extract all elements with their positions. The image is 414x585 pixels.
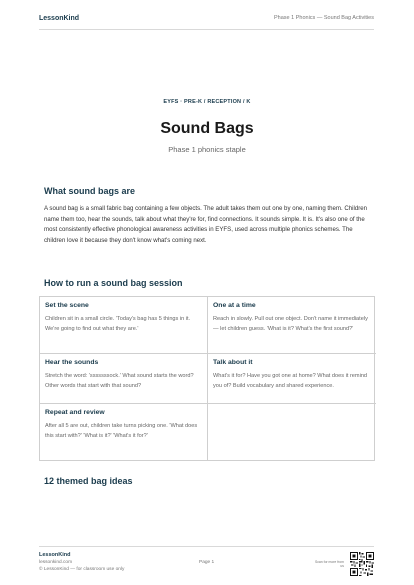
step-card xyxy=(40,354,208,404)
qr-code-icon[interactable] xyxy=(350,552,374,576)
footer-brand: LessonKind xyxy=(39,552,71,558)
empty-step-card xyxy=(208,404,376,460)
page-footer xyxy=(39,546,374,576)
step-body: Children sit in a small circle. 'Today's bag has 5 things in it. We're going to find out what they are.' xyxy=(45,316,191,332)
step-title: Hear the sounds xyxy=(45,359,99,366)
document-topic: Phase 1 Phonics — Sound Bag Activities xyxy=(274,15,374,21)
step-card xyxy=(208,297,376,354)
section-heading-what: What sound bags are xyxy=(44,186,136,196)
step-body: What's it for? Have you got one at home? What does it remind you of? Build vocabulary and shared experience. xyxy=(213,373,368,389)
qr-caption: Scan for more from us xyxy=(314,560,344,568)
steps-grid xyxy=(39,296,375,461)
age-range-label: EYFS · PRE-K / RECEPTION / K xyxy=(163,99,251,105)
step-title: One at a time xyxy=(213,302,256,309)
brand-name: LessonKind xyxy=(39,15,80,22)
page-subtitle: Phase 1 phonics staple xyxy=(168,145,246,154)
footer-copyright: © LessonKind — for classroom use only xyxy=(39,567,125,572)
step-title: Set the scene xyxy=(45,302,89,309)
page-header xyxy=(39,12,374,30)
step-card xyxy=(40,404,208,460)
section-body-what: A sound bag is a small fabric bag containing a few objects. The adult takes them out one by one, naming them. Children name them too, hear the sounds, talk about what they're for, find connections. It sounds simple. It is. It's also one of the most consistently effective phonological awareness activities in EYFS, used across multiple phonics schemes. The children love it because they don't know what's coming next. xyxy=(44,205,368,244)
step-card xyxy=(40,297,208,354)
step-card xyxy=(208,354,376,404)
step-body: Reach in slowly. Pull out one object. Don't name it immediately — let children guess. 'What is it? What's the first sound?' xyxy=(213,316,368,332)
step-body: Stretch the word: 'sssssssock.' What sound starts the word? Other words that start with that sound? xyxy=(45,373,194,389)
section-heading-ideas: 12 themed bag ideas xyxy=(44,476,133,486)
page-title: Sound Bags xyxy=(160,120,254,137)
section-heading-how: How to run a sound bag session xyxy=(44,278,183,288)
step-title: Talk about it xyxy=(213,359,253,366)
footer-website-link[interactable]: lessonkind.com xyxy=(39,560,73,565)
step-title: Repeat and review xyxy=(45,409,105,416)
step-body: After all 5 are out, children take turns picking one. 'What does this start with?' 'What is it?' 'What's it for?' xyxy=(45,423,198,439)
page-number: Page 1 xyxy=(199,560,215,565)
